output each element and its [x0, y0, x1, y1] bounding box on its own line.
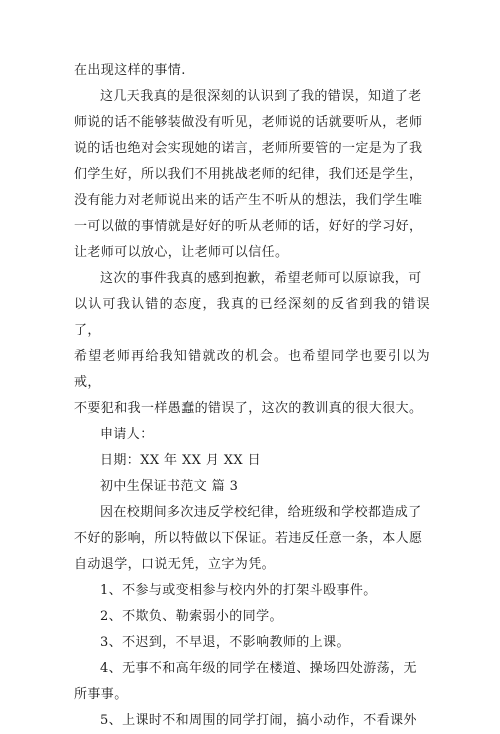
text-line: 申请人： — [100, 427, 154, 442]
paragraph-0 — [74, 58, 430, 84]
text-line: 日期：XX 年 XX 月 XX 日 — [100, 453, 261, 468]
text-line: 所事事。 — [74, 687, 128, 702]
list-item-4 — [74, 656, 430, 708]
text-line: 希望老师再给我知错就改的机会。也希望同学也要引以为戒， — [74, 349, 430, 390]
text-line: 2、不欺负、勒索弱小的同学。 — [100, 609, 283, 624]
text-line: 让老师可以放心，让老师可以信任。 — [74, 245, 289, 260]
text-line: 因在校期间多次违反学校纪律，给班级和学校都造成了 — [100, 505, 422, 520]
text-line: 5、上课时不和周围的同学打闹，搞小动作，不看课外 — [100, 713, 417, 728]
list-item-1 — [74, 578, 430, 604]
text-line: 不要犯和我一样愚蠢的错误了，这次的教训真的很大很大。 — [74, 401, 423, 416]
paragraph-6 — [74, 500, 430, 578]
list-item-3 — [74, 630, 430, 656]
paragraph-1 — [74, 84, 430, 266]
text-line: 3、不迟到，不早退，不影响教师的上课。 — [100, 635, 350, 650]
text-line: 1、不参与或变相参与校内外的打架斗殴事件。 — [100, 583, 377, 598]
text-line: 这次的事件我真的感到抱歉，希望老师可以原谅我，可 — [100, 271, 422, 286]
text-line: 4、无事不和高年级的同学在楼道、操场四处游荡，无 — [100, 661, 417, 676]
text-line: 这几天我真的是很深刻的认识到了我的错误，知道了老 — [100, 89, 422, 104]
text-line: 以认可我认错的态度，我真的已经深刻的反省到我的错误了， — [74, 297, 430, 338]
text-line: 初中生保证书范文 篇 3 — [100, 479, 239, 494]
text-line: 没有能力对老师说出来的话产生不听从的想法，我们学生唯 — [74, 193, 423, 208]
date-line — [74, 448, 430, 474]
text-line: 师说的话不能够装做没有听见，老师说的话就要听从，老师 — [74, 115, 423, 130]
section-heading — [74, 474, 430, 500]
paragraph-2 — [74, 266, 430, 422]
applicant-line — [74, 422, 430, 448]
text-line: 说的话也绝对会实现她的诺言，老师所要管的一定是为了我 — [74, 141, 423, 156]
text-line: 自动退学，口说无凭，立字为凭。 — [74, 557, 276, 572]
list-item-5 — [74, 708, 430, 734]
text-line: 一可以做的事情就是好好的听从老师的话，好好的学习好， — [74, 219, 423, 234]
text-line: 在出现这样的事情. — [74, 63, 186, 78]
text-line: 们学生好，所以我们不用挑战老师的纪律，我们还是学生， — [74, 167, 423, 182]
document-page — [74, 58, 430, 734]
list-item-2 — [74, 604, 430, 630]
text-line: 不好的影响，所以特做以下保证。若违反任意一条，本人愿 — [74, 531, 423, 546]
